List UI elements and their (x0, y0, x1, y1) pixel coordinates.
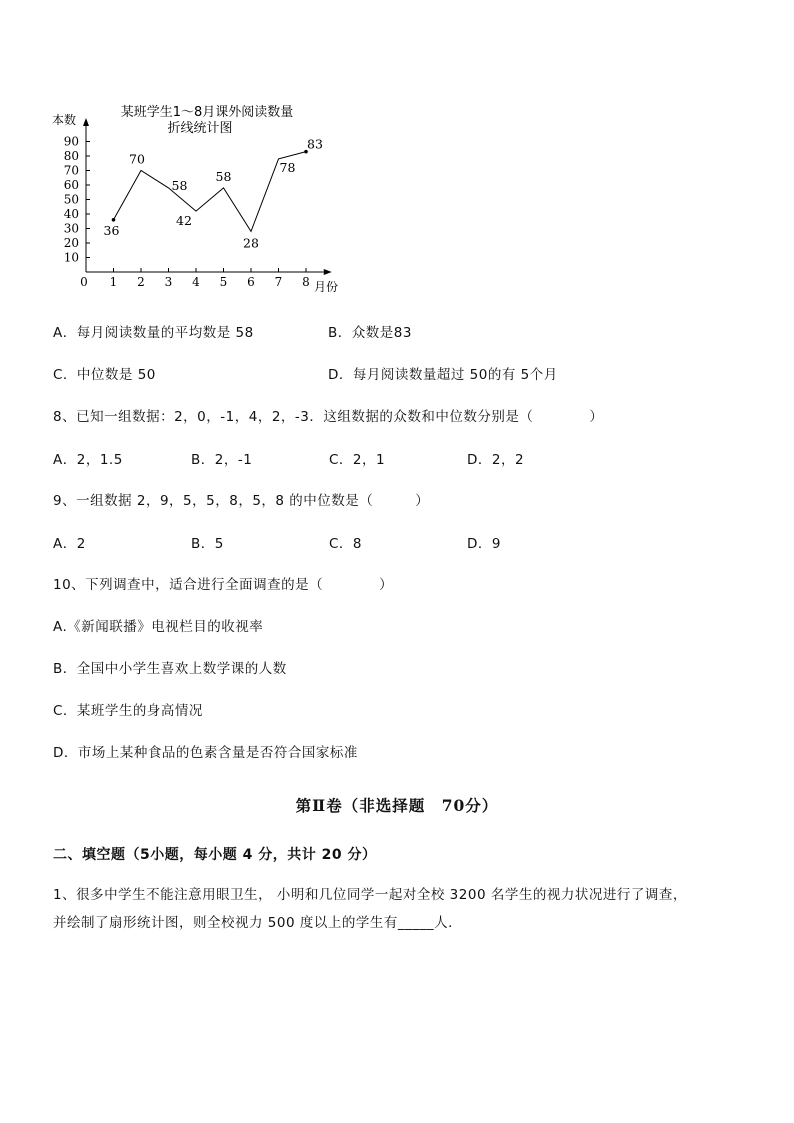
data-label: 83 (307, 136, 323, 152)
q9-option-b: B．5 (191, 536, 224, 552)
chart-title-line2: 折线统计图 (167, 121, 233, 136)
x-tick-label: 7 (274, 275, 283, 289)
data-label: 78 (279, 159, 296, 175)
section-2-heading: 二、填空题（5小题，每小题 4 分，共计 20 分） (53, 847, 377, 863)
y-tick-label: 10 (63, 250, 79, 265)
x-tick-label: 3 (164, 275, 173, 289)
fill-q1-line1: 1、很多中学生不能注意用眼卫生， 小明和几位同学一起对全校 3200 名学生的视力状况进行了调查， (53, 887, 687, 903)
data-label: 58 (215, 168, 232, 184)
q7-option-b: B．众数是83 (328, 325, 412, 341)
data-label: 36 (103, 222, 120, 238)
q7-option-a: A．每月阅读数量的平均数是 58 (53, 325, 254, 341)
y-tick-label: 30 (63, 221, 79, 236)
x-tick-label: 0 (80, 275, 88, 289)
chart-axes (83, 118, 332, 275)
q8-option-a: A．2，1.5 (53, 452, 123, 468)
chart-title-line1: 某班学生1～8月课外阅读数量 (120, 105, 294, 120)
y-tick-label: 60 (63, 178, 79, 192)
x-tick-label: 8 (302, 275, 310, 289)
q9-option-d: D．9 (467, 536, 501, 552)
q8-option-c: C．2，1 (329, 452, 386, 468)
data-label: 58 (171, 177, 188, 193)
q9-stem: 9、一组数据 2，9，5，5，8，5，8 的中位数是（ ） (53, 493, 430, 509)
y-axis-arrow (83, 118, 89, 126)
y-tick-label: 80 (63, 149, 79, 163)
q10-option-c: C．某班学生的身高情况 (53, 703, 203, 719)
q10-option-d: D．市场上某种食品的色素含量是否符合国家标准 (53, 745, 358, 761)
q10-option-b: B．全国中小学生喜欢上数学课的人数 (53, 661, 287, 677)
x-tick-label: 2 (137, 275, 145, 289)
q8-option-b: B．2，-1 (191, 452, 253, 468)
series-endpoint (112, 218, 116, 222)
x-axis-arrow (324, 269, 332, 275)
data-label: 42 (176, 213, 192, 229)
q10-stem: 10、下列调查中，适合进行全面调查的是（ ） (53, 577, 394, 593)
q7-option-c: C．中位数是 50 (53, 367, 156, 383)
y-tick-label: 70 (63, 163, 79, 178)
q9-option-a: A．2 (53, 536, 86, 552)
x-axis-label: 月份 (314, 280, 339, 294)
y-tick-label: 20 (63, 236, 79, 250)
part-2-title: 第Ⅱ卷（非选择题 70分） (295, 796, 499, 815)
chart-data-labels (104, 137, 323, 251)
q9-option-c: C．8 (329, 536, 363, 552)
q10-option-a: A.《新闻联播》电视栏目的收视率 (53, 619, 264, 635)
x-tick-label: 4 (192, 275, 200, 289)
y-axis-label: 本数 (52, 113, 77, 127)
reading-line-chart (0, 0, 794, 310)
y-tick-label: 40 (63, 207, 79, 221)
x-tick-label: 6 (247, 275, 255, 289)
y-tick-label: 50 (63, 192, 79, 207)
q7-option-d: D．每月阅读数量超过 50的有 5个月 (328, 367, 558, 383)
x-tick-label: 1 (109, 275, 118, 289)
fill-q1-line2: 并绘制了扇形统计图，则全校视力 500 度以上的学生有_____人． (53, 915, 463, 931)
data-label: 70 (129, 151, 145, 167)
q8-stem: 8、已知一组数据：2，0，-1，4，2，-3．这组数据的众数和中位数分别是（ ） (53, 409, 604, 425)
data-label: 28 (243, 235, 259, 251)
y-tick-label: 90 (63, 134, 79, 149)
chart-ticks (64, 135, 310, 290)
q8-option-d: D．2，2 (467, 452, 525, 468)
x-tick-label: 5 (219, 275, 228, 289)
